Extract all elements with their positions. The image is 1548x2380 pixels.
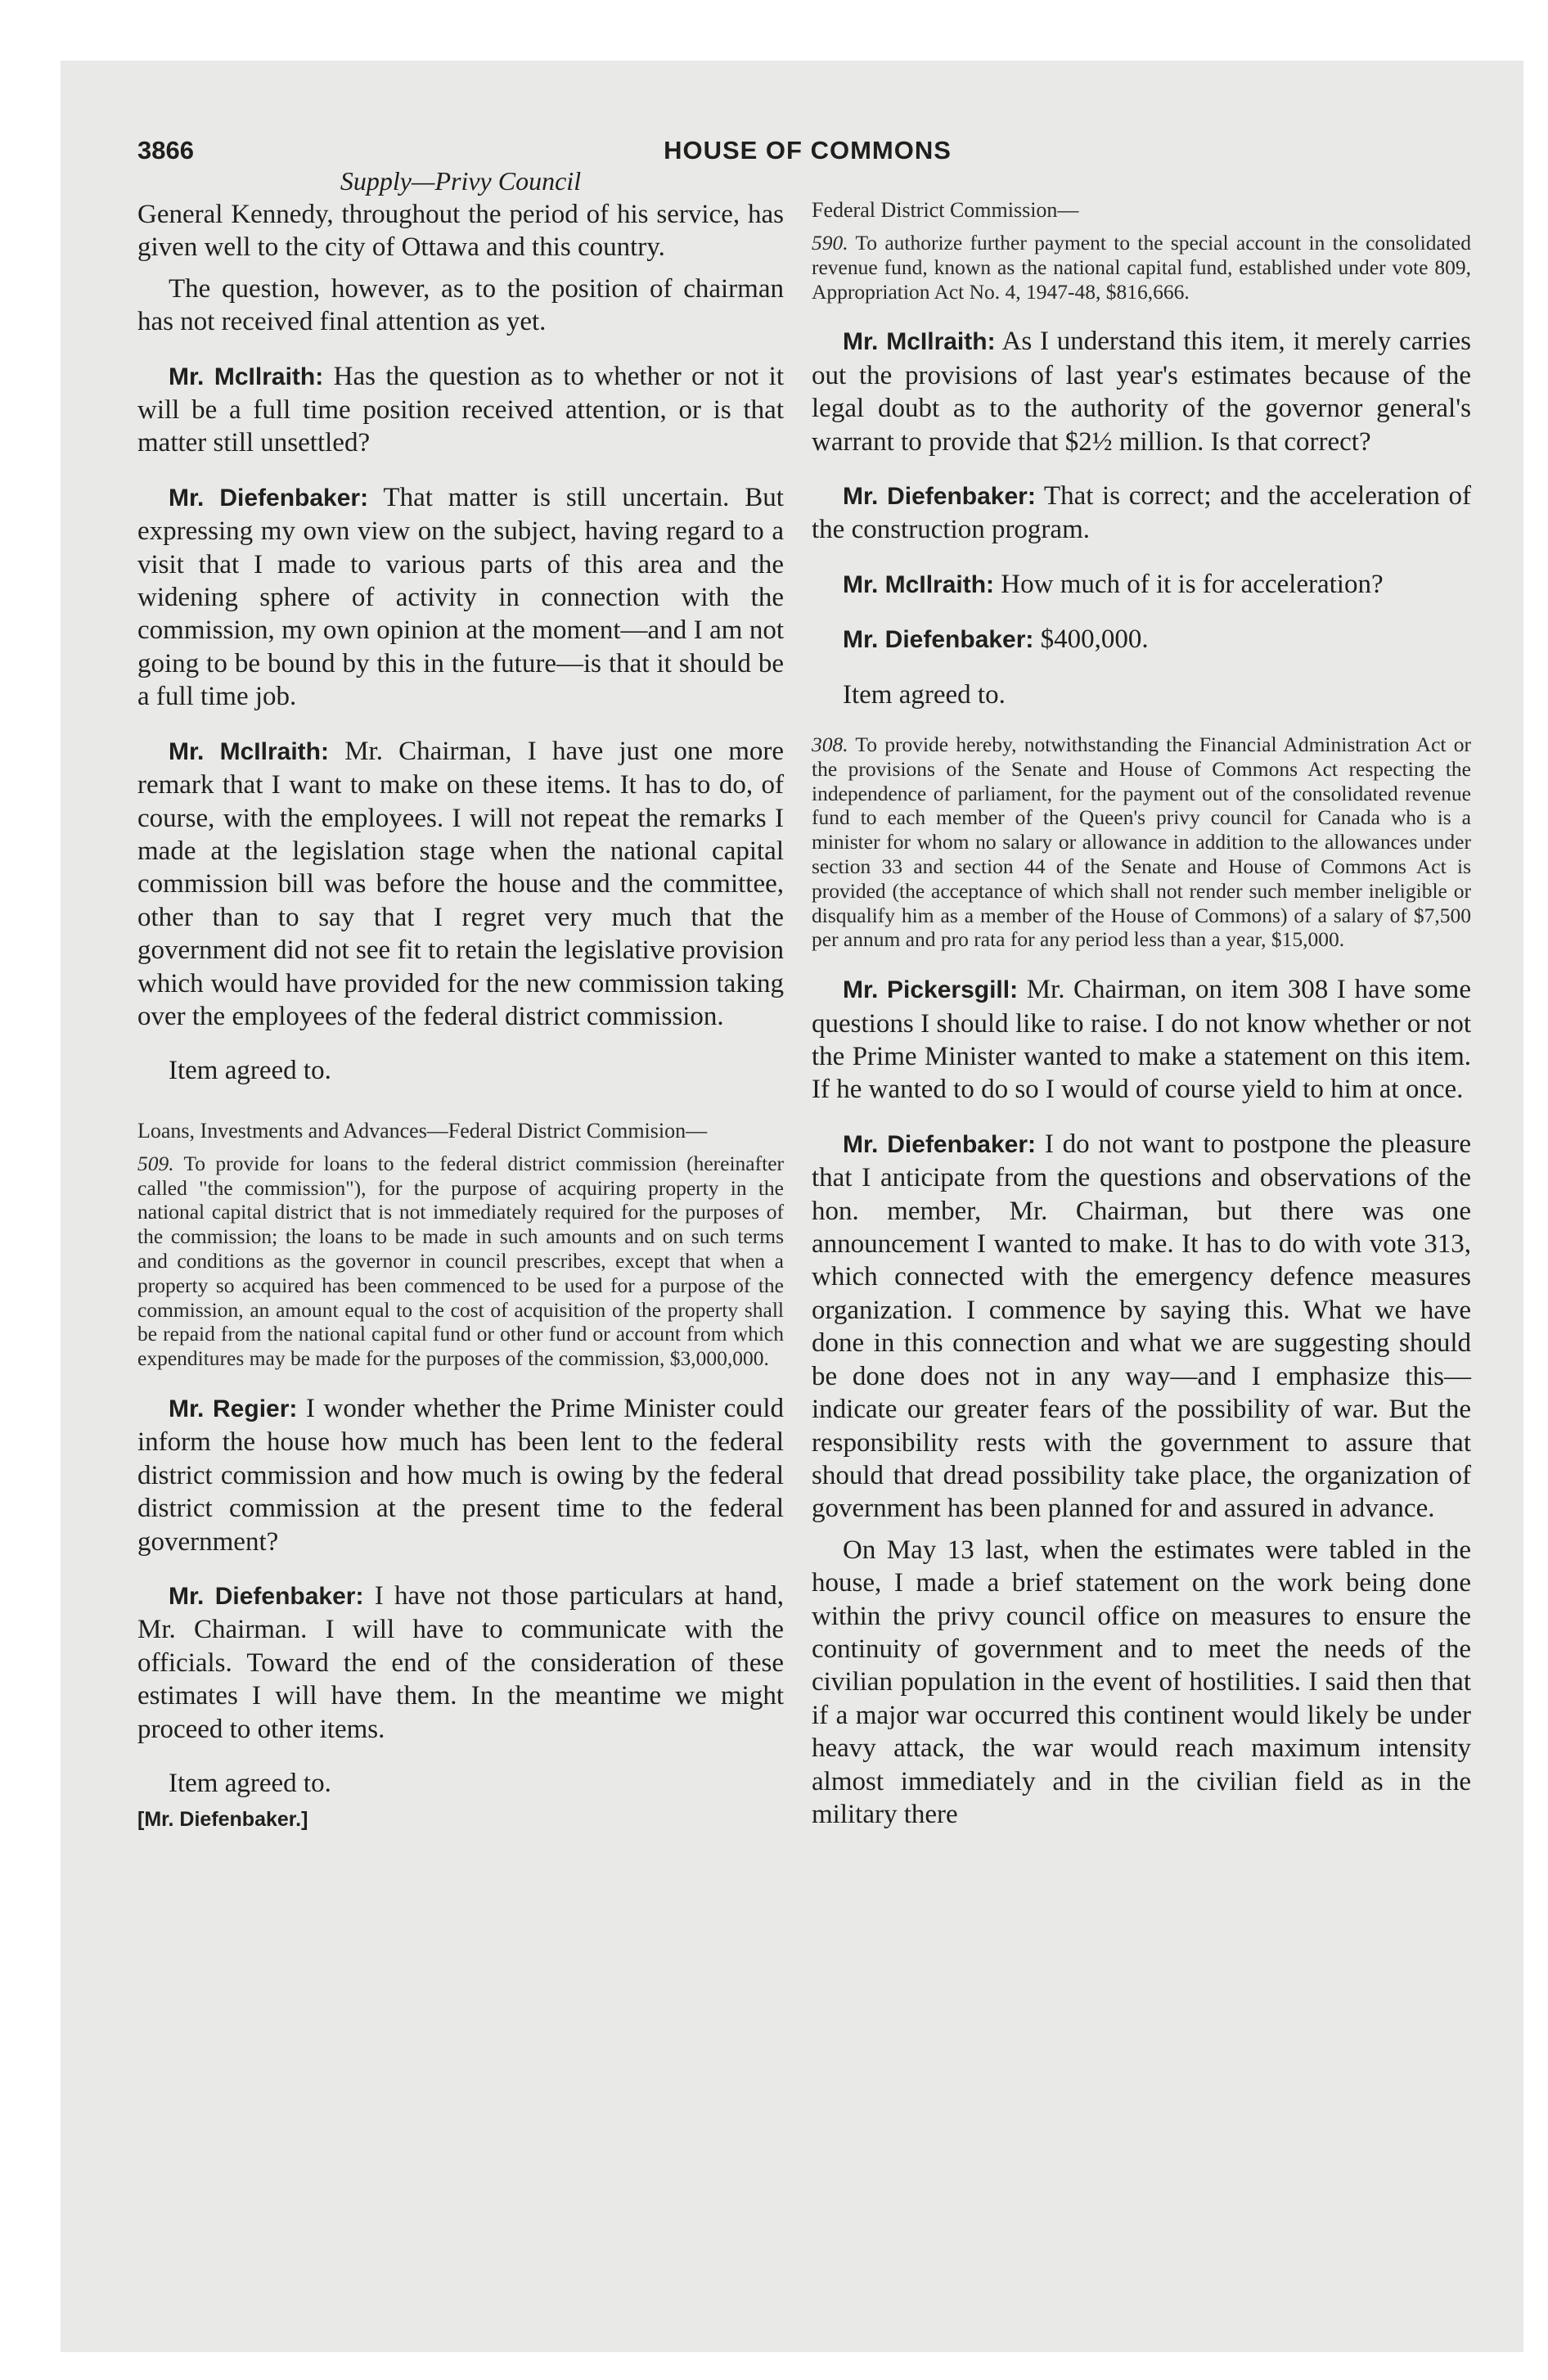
item-text: To provide hereby, notwithstanding the Financial Administration Act or the provisions of the Senate and House of Commons Act respecting the independence of parliament, for the payment out of the consolidated revenue fund to each member of the Queen's privy council for Canada who is a minister for whom no salary or allowance in addition to the allowances under section 33 and section 44 of the Senate and House of Commons Act is provided (the acceptance of which shall not render such member ineligible or disqualify him as a member of the House of Commons) of a salary of $7,500 per annum and pro rata for any period less than a year, $15,000. — [812, 732, 1471, 952]
estimate-item — [812, 732, 1471, 952]
speech-text: That matter is still uncertain. But expressing my own view on the subject, having regard to a visit that I made to various parts of this area and the widening sphere of activity in connection with the commission, my own opinion at the moment—and I am not going to be bound by this in the future—is that it should be a full time job. — [137, 482, 784, 712]
speaker-name: Mr. McIlraith: — [843, 328, 996, 356]
speaker-name: Mr. Diefenbaker: — [169, 1582, 364, 1610]
paragraph: On May 13 last, when the estimates were tabled in the house, I made a brief statement on the work being done within the privy council office on measures to ensure the continuity of government and to meet the needs of the civilian population in the event of hostilities. I said then that if a major war occurred this continent would likely be under heavy attack, the war would reach maximum intensity almost immediately and in the civilian field as in the military there — [812, 1535, 1471, 1829]
speech-text: Mr. Chairman, on item 308 I have some questions I should like to raise. I do not know whether or not the Prime Minister wanted to make a statement on this item. If he wanted to do so I would of course yield to him at once. — [812, 975, 1471, 1105]
speech-text: Has the question as to whether or not it will be a full time position received attention, or is that matter still unsettled? — [137, 361, 785, 458]
estimate-item — [812, 231, 1471, 304]
paragraph: General Kennedy, throughout the period of his service, has given well to the city of Ottawa and this country. — [137, 200, 784, 263]
speech-paragraph — [812, 480, 1471, 547]
speech-text: I have not those particulars at hand, Mr. Chairman. I will have to communicate with the officials. Toward the end of the consideration of these estimates I will have them. In the meantime we might proceed to other items. — [137, 1580, 784, 1744]
speech-paragraph — [812, 623, 1471, 656]
paragraph: Item agreed to. — [843, 679, 1006, 710]
speaker-name: Mr. Diefenbaker: — [169, 484, 369, 512]
speech-paragraph — [137, 1580, 784, 1746]
section-heading: Loans, Investments and Advances—Federal District Commision— — [137, 1118, 708, 1143]
speech-paragraph — [812, 325, 1471, 458]
speaker-footer: [Mr. Diefenbaker.] — [137, 1808, 308, 1832]
right-column — [812, 198, 1471, 1831]
left-column — [137, 198, 784, 1832]
speaker-name: Mr. Pickersgill: — [843, 976, 1019, 1004]
speaker-name: Mr. McIlraith: — [843, 570, 995, 598]
speech-paragraph — [137, 1392, 784, 1558]
estimate-item — [137, 1152, 784, 1371]
item-number: 308. — [812, 732, 848, 757]
item-number: 590. — [812, 231, 848, 255]
item-text: To authorize further payment to the special account in the consolidated revenue fund, known as the national capital fund, established under vote 809, Appropriation Act No. 4, 1947-48, $816,666. — [812, 231, 1471, 304]
speech-text: I wonder whether the Prime Minister could inform the house how much has been lent to the federal district commission and how much is owing by the federal district commission at the present time to the federal government? — [137, 1393, 784, 1557]
speaker-name: Mr. Diefenbaker: — [843, 1130, 1036, 1158]
speech-paragraph — [137, 360, 784, 460]
speech-paragraph — [137, 735, 784, 1034]
paragraph: Item agreed to. — [169, 1768, 331, 1798]
speech-text: That is correct; and the acceleration of the construction program. — [812, 481, 1471, 545]
section-subtitle: Supply—Privy Council — [340, 166, 582, 196]
speech-paragraph — [137, 481, 784, 714]
speech-paragraph — [812, 1128, 1471, 1526]
paragraph: Item agreed to. — [169, 1056, 331, 1086]
page-title: HOUSE OF COMMONS — [664, 136, 952, 165]
speaker-name: Mr. Diefenbaker: — [843, 483, 1036, 511]
speaker-name: Mr. Diefenbaker: — [843, 626, 1034, 654]
speech-text: I do not want to postpone the pleasure that I anticipate from the questions and observations of the hon. member, Mr. Chairman, but there was one announcement I wanted to make. It has to do with vote 313, which connected with the emergency defence measures organization. I commence by saying this. What we have done in this connection and what we are suggesting should be done does not in any way—and I emphasize this—indicate our greater fears of the possibility of war. But the responsibility rests with the government to assure that should that dread possibility take place, the organization of government has been planned for and assured in advance. — [812, 1129, 1472, 1524]
speech-text: How much of it is for acceleration? — [1001, 569, 1384, 599]
page-number: 3866 — [137, 136, 194, 165]
speaker-name: Mr. McIlraith: — [169, 737, 329, 765]
speech-paragraph — [812, 973, 1471, 1107]
speech-text: As I understand this item, it merely carries out the provisions of last year's estimates because of the legal doubt as to the authority of the governor general's warrant to provide that $2½ million. Is that correct? — [812, 327, 1471, 457]
speaker-name: Mr. McIlraith: — [169, 363, 324, 390]
speech-text: Mr. Chairman, I have just one more remark that I want to make on these items. It has to do, of course, with the employees. I will not repeat the remarks I made at the legislation stage when the national capital commission bill was before the house and the committee, other than to say that I regret very much that the government did not see fit to retain the legislative provision which would have provided for the new commission taking over the employees of the federal district commission. — [137, 736, 785, 1031]
paragraph: The question, however, as to the position of chairman has not received final attention as yet. — [137, 273, 784, 337]
speech-paragraph — [812, 568, 1471, 602]
section-heading: Federal District Commission— — [812, 198, 1079, 222]
speaker-name: Mr. Regier: — [169, 1395, 298, 1422]
speech-text: $400,000. — [1040, 624, 1149, 655]
item-number: 509. — [137, 1151, 174, 1175]
item-text: To provide for loans to the federal district commission (hereinafter called "the commission"), for the purpose of acquiring property in the national capital district that is not immediately required for the purposes of the commission; the loans to be made in such amounts and on such terms and conditions as the governor in council prescribes, except that when a property so acquired has been commenced to be used for a purpose of the commission, an amount equal to the cost of acquisition of the property shall be repaid from the national capital fund or other fund or account from which expenditures may be made for the purposes of the commission, $3,000,000. — [137, 1151, 785, 1371]
